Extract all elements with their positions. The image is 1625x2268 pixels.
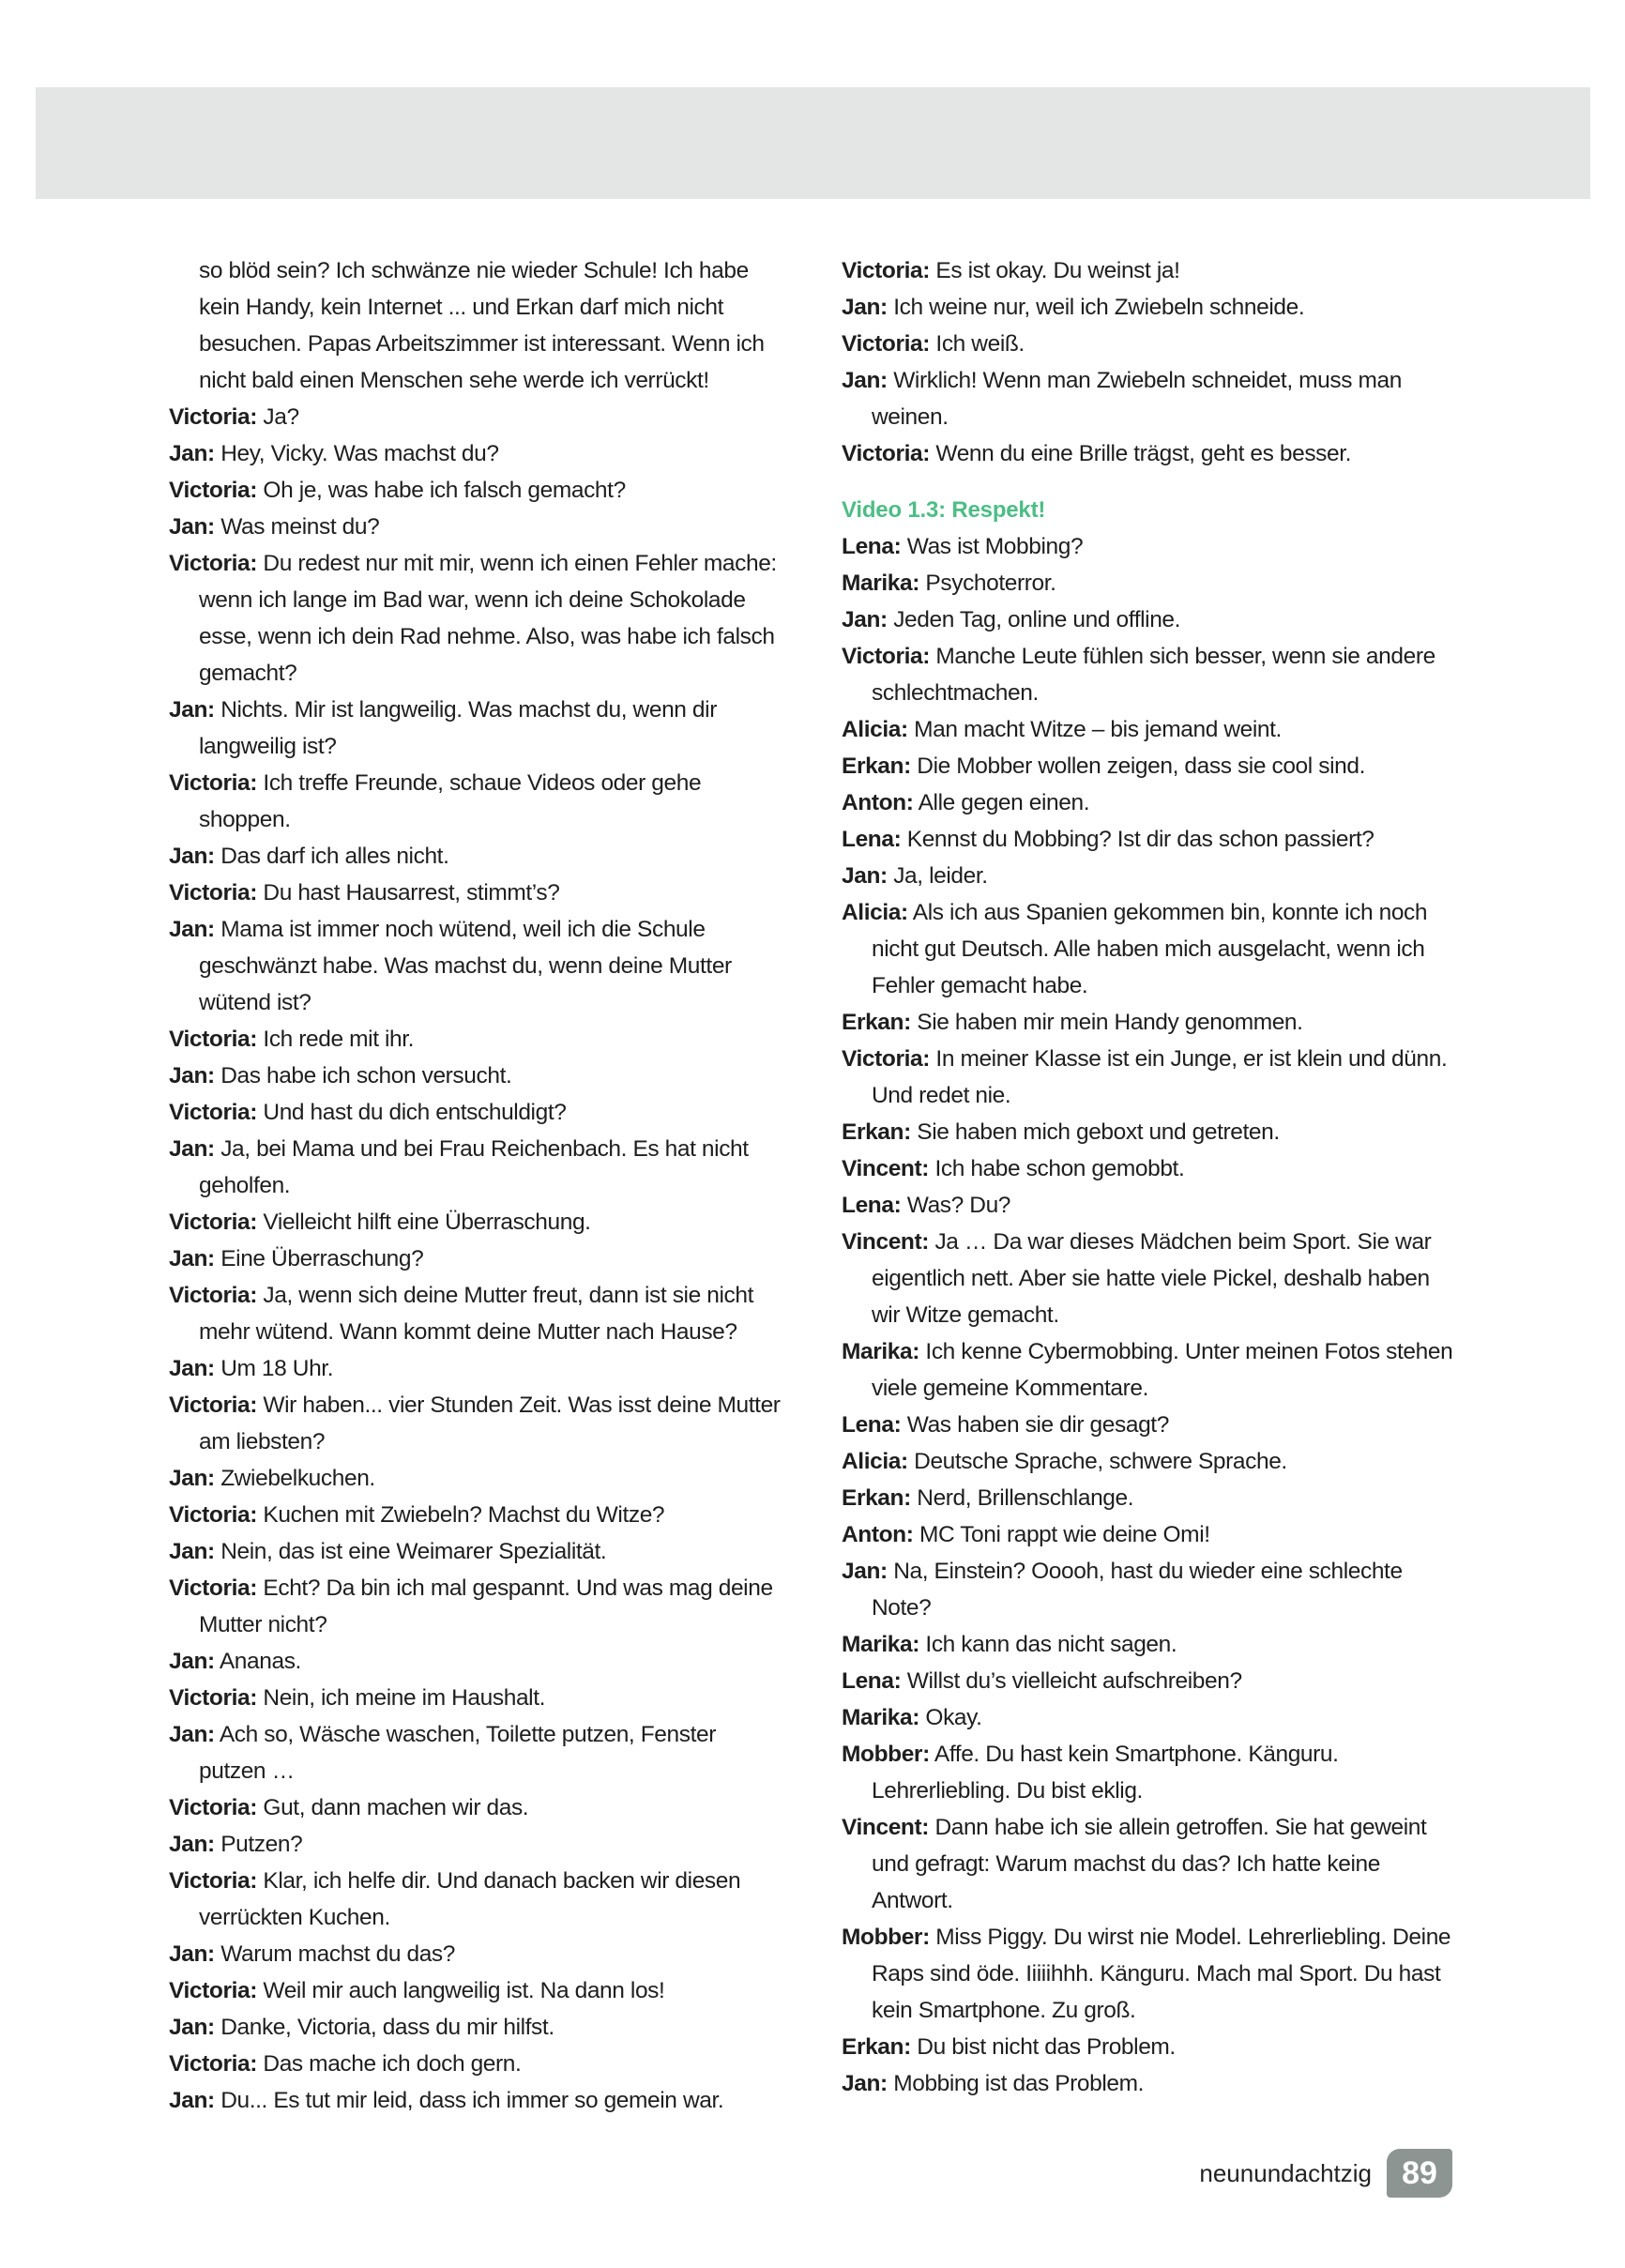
line-text: Ja, leider. [893, 863, 988, 889]
line-text: Das mache ich doch gern. [263, 2051, 522, 2077]
speaker-name: Victoria: [169, 1795, 257, 1820]
line-text: Du... Es tut mir leid, dass ich immer so gemein war. [220, 2088, 724, 2113]
dialogue-line [842, 2029, 1461, 2065]
line-text: Eine Überraschung? [220, 1246, 424, 1271]
right-column [842, 252, 1461, 2102]
dialogue-line [169, 1241, 788, 1277]
dialogue-line [169, 765, 788, 838]
line-text: Wenn du eine Brille trägst, geht es besser. [935, 441, 1352, 466]
speaker-name: Victoria: [169, 770, 257, 796]
line-text: Was? Du? [906, 1193, 1011, 1218]
dialogue-line [842, 1699, 1461, 1736]
line-text: Die Mobber wollen zeigen, dass sie cool sind. [917, 753, 1365, 779]
speaker-name: Alicia: [842, 1449, 908, 1474]
speaker-name: Jan: [842, 863, 888, 889]
speaker-name: Victoria: [169, 1502, 257, 1528]
speaker-name: Alicia: [842, 717, 908, 742]
dialogue-line [169, 1058, 788, 1094]
dialogue-line [842, 1736, 1461, 1809]
line-text: Danke, Victoria, dass du mir hilfst. [220, 2015, 554, 2040]
speaker-name: Victoria: [169, 551, 257, 576]
line-text: Nein, ich meine im Haushalt. [263, 1685, 546, 1711]
line-text: Man macht Witze – bis jemand weint. [914, 717, 1282, 742]
speaker-name: Jan: [842, 607, 888, 632]
dialogue-line [169, 1680, 788, 1716]
speaker-name: Lena: [842, 827, 902, 852]
dialogue-line [169, 1826, 788, 1863]
line-text: Ananas. [219, 1649, 301, 1674]
dialogue-line [842, 894, 1461, 1004]
line-text: MC Toni rappt wie deine Omi! [919, 1522, 1210, 1547]
speaker-name: Jan: [842, 368, 888, 393]
line-text: so blöd sein? Ich schwänze nie wieder Schule! Ich habe kein Handy, kein Internet ... und Erkan darf mich nicht besuchen. Papas Arbeitszimmer ist interessant. Wenn ich nicht bald einen Menschen sehe werde ich verrückt! [199, 258, 765, 393]
line-text: Ja? [263, 404, 299, 430]
line-text: Sie haben mich geboxt und getreten. [917, 1119, 1280, 1145]
speaker-name: Jan: [169, 1356, 215, 1381]
dialogue-line [169, 1972, 788, 2009]
line-text: Um 18 Uhr. [220, 1356, 334, 1381]
speaker-name: Mobber: [842, 1925, 930, 1950]
dialogue-line [169, 472, 788, 509]
line-text: Ich habe schon gemobbt. [934, 1156, 1185, 1181]
line-text: Klar, ich helfe dir. Und danach backen wir diesen verrückten Kuchen. [199, 1868, 741, 1930]
dialogue-line [169, 1350, 788, 1387]
line-text: Vielleicht hilft eine Überraschung. [263, 1210, 591, 1235]
dialogue-line [169, 1716, 788, 1789]
dialogue-line [842, 1041, 1461, 1114]
speaker-name: Jan: [169, 2015, 215, 2040]
dialogue-line [169, 1533, 788, 1570]
line-text: Ich treffe Freunde, schaue Videos oder gehe shoppen. [199, 770, 702, 832]
line-text: Jeden Tag, online und offline. [893, 607, 1181, 632]
dialogue-line [842, 1443, 1461, 1480]
speaker-name: Jan: [842, 295, 888, 320]
line-text: Kennst du Mobbing? Ist dir das schon passiert? [906, 827, 1374, 852]
dialogue-line [842, 362, 1461, 435]
speaker-name: Lena: [842, 1412, 902, 1438]
dialogue-line [169, 1863, 788, 1936]
line-text: Hey, Vicky. Was machst du? [220, 441, 499, 466]
dialogue-line [169, 1204, 788, 1241]
speaker-name: Jan: [169, 441, 215, 466]
speaker-name: Victoria: [169, 2051, 257, 2077]
dialogue-line [169, 1497, 788, 1533]
dialogue-line [169, 1570, 788, 1643]
speaker-name: Vincent: [842, 1156, 930, 1181]
speaker-name: Victoria: [169, 1978, 257, 2003]
dialogue-line [842, 1919, 1461, 2029]
speaker-name: Victoria: [169, 404, 257, 430]
speaker-name: Marika: [842, 1339, 919, 1364]
speaker-name: Alicia: [842, 900, 908, 925]
line-text: Gut, dann machen wir das. [263, 1795, 529, 1820]
dialogue-line [169, 1936, 788, 1972]
speaker-name: Jan: [169, 844, 215, 869]
dialogue-line [842, 1553, 1461, 1626]
dialogue-line [169, 252, 788, 399]
speaker-name: Lena: [842, 1668, 902, 1694]
dialogue-line [169, 2082, 788, 2119]
dialogue-line [842, 435, 1461, 472]
speaker-name: Erkan: [842, 1119, 911, 1145]
line-text: Mobbing ist das Problem. [893, 2071, 1145, 2096]
section-heading: Video 1.3: Respekt! [842, 497, 1046, 523]
dialogue-line [169, 545, 788, 692]
speaker-name: Jan: [169, 1539, 215, 1564]
speaker-name: Jan: [842, 2071, 888, 2096]
dialogue-line [842, 1150, 1461, 1187]
dialogue-line [169, 2046, 788, 2082]
line-text: Miss Piggy. Du wirst nie Model. Lehrerliebling. Deine Raps sind öde. Iiiiihhh. Känguru. Mach mal Sport. Du hast kein Smartphone. Zu groß. [872, 1925, 1451, 2023]
dialogue-line [169, 1789, 788, 1826]
dialogue-line [169, 838, 788, 875]
line-text: Wir haben... vier Stunden Zeit. Was isst deine Mutter am liebsten? [199, 1393, 781, 1454]
speaker-name: Victoria: [169, 1283, 257, 1308]
dialogue-line [842, 326, 1461, 362]
speaker-name: Jan: [169, 514, 215, 540]
dialogue-line [169, 435, 788, 472]
dialogue-line [842, 1004, 1461, 1041]
line-text: Nein, das ist eine Weimarer Spezialität. [220, 1539, 607, 1564]
dialogue-line [169, 875, 788, 911]
dialogue-line [169, 1460, 788, 1497]
speaker-name: Victoria: [169, 880, 257, 906]
line-text: Was ist Mobbing? [906, 534, 1084, 559]
line-text: Echt? Da bin ich mal gespannt. Und was mag deine Mutter nicht? [199, 1575, 773, 1637]
speaker-name: Jan: [169, 2088, 215, 2113]
speaker-name: Victoria: [169, 478, 257, 503]
dialogue-line [842, 1187, 1461, 1224]
speaker-name: Victoria: [842, 644, 930, 669]
dialogue-line [842, 711, 1461, 748]
speaker-name: Victoria: [169, 1575, 257, 1601]
line-text: Alle gegen einen. [918, 790, 1090, 815]
dialogue-line [169, 692, 788, 765]
line-text: Ich rede mit ihr. [263, 1027, 415, 1052]
dialogue-line [842, 289, 1461, 326]
dialogue-line [842, 784, 1461, 821]
speaker-name: Erkan: [842, 1010, 911, 1035]
dialogue-line [842, 1333, 1461, 1407]
dialogue-line [169, 911, 788, 1021]
line-text: Putzen? [220, 1832, 303, 1857]
line-text: Psychoterror. [925, 571, 1056, 596]
left-column [169, 252, 788, 2119]
speaker-name: Marika: [842, 571, 919, 596]
dialogue-line [842, 1809, 1461, 1919]
line-text: Du redest nur mit mir, wenn ich einen Fehler mache: wenn ich lange im Bad war, wenn ich deine Schokolade esse, wenn ich dein Rad nehme. Also, was habe ich falsch gemacht? [199, 551, 777, 686]
dialogue-line [842, 821, 1461, 858]
dialogue-line [169, 1021, 788, 1058]
dialogue-line [169, 2009, 788, 2046]
line-text: Deutsche Sprache, schwere Sprache. [914, 1449, 1287, 1474]
line-text: Das habe ich schon versucht. [220, 1063, 512, 1088]
header-band [36, 87, 1590, 199]
dialogue-line [842, 1516, 1461, 1553]
line-text: Nerd, Brillenschlange. [917, 1485, 1134, 1511]
line-text: Sie haben mir mein Handy genommen. [917, 1010, 1303, 1035]
line-text: Als ich aus Spanien gekommen bin, konnte ich noch nicht gut Deutsch. Alle haben mich ausgelacht, wenn ich Fehler gemacht habe. [872, 900, 1428, 998]
dialogue-line [169, 399, 788, 435]
line-text: Manche Leute fühlen sich besser, wenn sie andere schlechtmachen. [872, 644, 1435, 706]
speaker-name: Erkan: [842, 753, 911, 779]
speaker-name: Victoria: [169, 1868, 257, 1894]
speaker-name: Victoria: [169, 1685, 257, 1711]
dialogue-line [169, 509, 788, 545]
speaker-name: Jan: [169, 1722, 215, 1747]
line-text: Ach so, Wäsche waschen, Toilette putzen, Fenster putzen … [199, 1722, 716, 1784]
speaker-name: Vincent: [842, 1229, 930, 1255]
speaker-name: Marika: [842, 1632, 919, 1657]
dialogue-line [842, 1626, 1461, 1663]
speaker-name: Victoria: [842, 1046, 930, 1072]
line-text: Das darf ich alles nicht. [220, 844, 449, 869]
dialogue-line [842, 528, 1461, 565]
speaker-name: Jan: [169, 917, 215, 942]
dialogue-line [842, 565, 1461, 601]
dialogue-line [842, 2065, 1461, 2102]
speaker-name: Erkan: [842, 2034, 911, 2060]
dialogue-line [842, 601, 1461, 638]
speaker-name: Vincent: [842, 1815, 930, 1840]
line-text: Willst du’s vielleicht aufschreiben? [906, 1668, 1242, 1694]
dialogue-line [169, 1131, 788, 1204]
line-text: Du bist nicht das Problem. [917, 2034, 1176, 2060]
speaker-name: Victoria: [169, 1027, 257, 1052]
dialogue-line [169, 1643, 788, 1680]
speaker-name: Anton: [842, 790, 914, 815]
speaker-name: Victoria: [842, 258, 930, 283]
line-text: Okay. [925, 1705, 982, 1730]
line-text: Weil mir auch langweilig ist. Na dann los! [263, 1978, 665, 2003]
line-text: Kuchen mit Zwiebeln? Machst du Witze? [263, 1502, 665, 1528]
line-text: Oh je, was habe ich falsch gemacht? [263, 478, 626, 503]
dialogue-line [842, 252, 1461, 289]
line-text: Warum machst du das? [220, 1941, 456, 1967]
line-text: Ja, wenn sich deine Mutter freut, dann ist sie nicht mehr wütend. Wann kommt deine Mutter nach Hause? [199, 1283, 753, 1345]
line-text: Ich kann das nicht sagen. [925, 1632, 1177, 1657]
speaker-name: Victoria: [842, 331, 930, 357]
speaker-name: Jan: [169, 1832, 215, 1857]
dialogue-line [169, 1387, 788, 1460]
speaker-name: Jan: [169, 1466, 215, 1491]
line-text: Na, Einstein? Ooooh, hast du wieder eine schlechte Note? [872, 1559, 1403, 1621]
speaker-name: Jan: [169, 1063, 215, 1088]
dialogue-line [842, 1663, 1461, 1699]
line-text: Ja … Da war dieses Mädchen beim Sport. Sie war eigentlich nett. Aber sie hatte viele Pickel, deshalb haben wir Witze gemacht. [872, 1229, 1432, 1328]
line-text: Was meinst du? [220, 514, 380, 540]
line-text: Ich weiß. [935, 331, 1025, 357]
speaker-name: Jan: [169, 1941, 215, 1967]
line-text: Nichts. Mir ist langweilig. Was machst du, wenn dir langweilig ist? [199, 697, 717, 759]
speaker-name: Marika: [842, 1705, 919, 1730]
line-text: Und hast du dich entschuldigt? [263, 1100, 567, 1125]
speaker-name: Jan: [169, 1246, 215, 1271]
page-number-badge: 89 [1387, 2149, 1452, 2198]
line-text: Was haben sie dir gesagt? [906, 1412, 1169, 1438]
dialogue-continuation [842, 252, 1461, 472]
dialogue-line [842, 1480, 1461, 1516]
line-text: Ich kenne Cybermobbing. Unter meinen Fotos stehen viele gemeine Kommentare. [872, 1339, 1453, 1401]
dialogue-line [169, 1094, 788, 1131]
speaker-name: Jan: [169, 697, 215, 723]
speaker-name: Anton: [842, 1522, 914, 1547]
line-text: Du hast Hausarrest, stimmt’s? [263, 880, 560, 906]
line-text: In meiner Klasse ist ein Junge, er ist klein und dünn. Und redet nie. [872, 1046, 1448, 1108]
dialogue-line [842, 858, 1461, 894]
line-text: Affe. Du hast kein Smartphone. Känguru. Lehrerliebling. Du bist eklig. [872, 1742, 1339, 1804]
dialogue-line [169, 1277, 788, 1350]
line-text: Wirklich! Wenn man Zwiebeln schneidet, muss man weinen. [872, 368, 1402, 430]
dialogue-line [842, 1407, 1461, 1443]
line-text: Ja, bei Mama und bei Frau Reichenbach. Es hat nicht geholfen. [199, 1136, 749, 1198]
line-text: Ich weine nur, weil ich Zwiebeln schneide. [893, 295, 1305, 320]
line-text: Zwiebelkuchen. [220, 1466, 375, 1491]
speaker-name: Victoria: [169, 1100, 257, 1125]
speaker-name: Jan: [169, 1136, 215, 1162]
dialogue-line [842, 1114, 1461, 1150]
speaker-name: Lena: [842, 1193, 902, 1218]
speaker-name: Lena: [842, 534, 902, 559]
speaker-name: Erkan: [842, 1485, 911, 1511]
line-text: Dann habe ich sie allein getroffen. Sie hat geweint und gefragt: Warum machst du das? Ich hatte keine Antwort. [872, 1815, 1427, 1913]
speaker-name: Victoria: [169, 1210, 257, 1235]
page-number-word: neunundachtzig [1199, 2159, 1372, 2187]
dialogue-line [842, 748, 1461, 784]
speaker-name: Victoria: [169, 1393, 257, 1418]
speaker-name: Mobber: [842, 1742, 930, 1767]
speaker-name: Victoria: [842, 441, 930, 466]
line-text: Es ist okay. Du weinst ja! [935, 258, 1180, 283]
speaker-name: Jan: [169, 1649, 215, 1674]
dialogue-line [842, 1224, 1461, 1333]
line-text: Mama ist immer noch wütend, weil ich die Schule geschwänzt habe. Was machst du, wenn deine Mutter wütend ist? [199, 917, 732, 1015]
video-dialogue [842, 528, 1461, 2102]
speaker-name: Jan: [842, 1559, 888, 1584]
dialogue-line [842, 638, 1461, 711]
